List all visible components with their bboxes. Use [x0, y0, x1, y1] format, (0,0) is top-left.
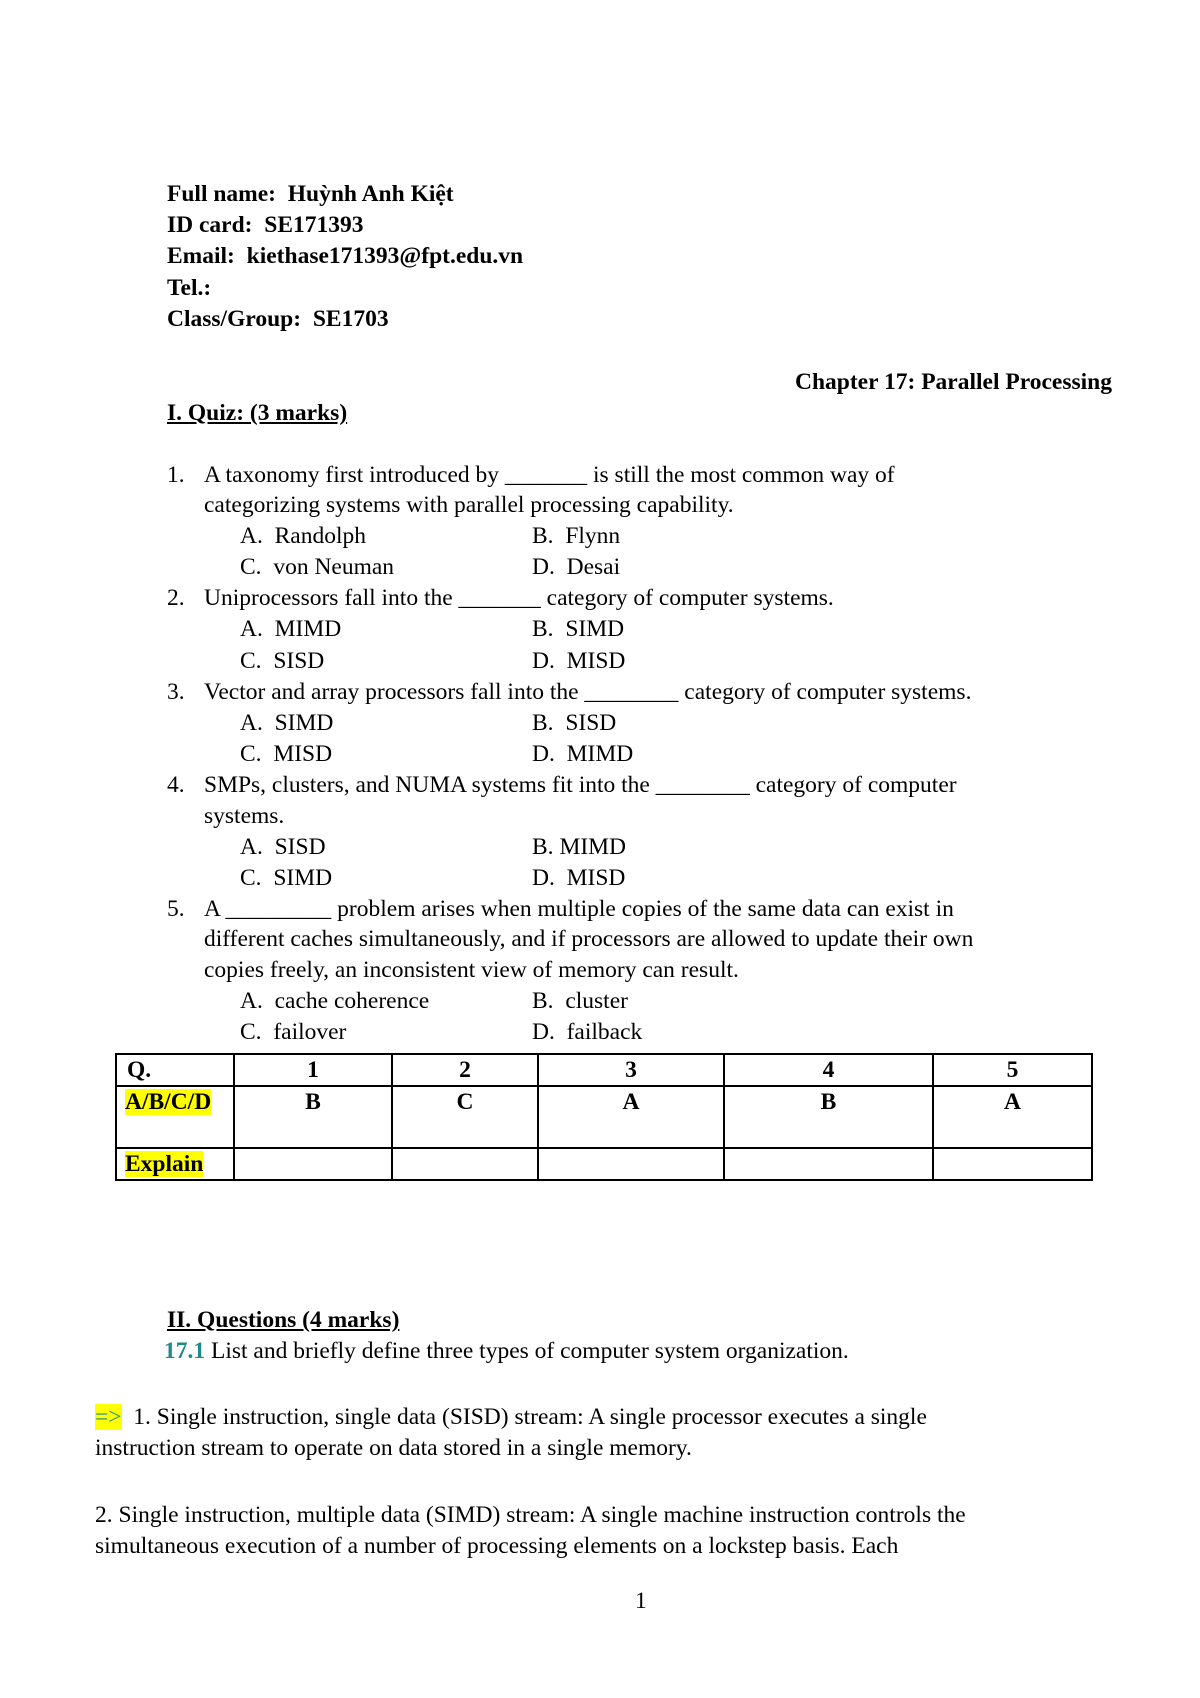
option-key: D. [532, 648, 555, 674]
question-number: 4. [167, 772, 185, 798]
chapter-title: Chapter 17: Parallel Processing [795, 369, 1112, 395]
question-text-line: Uniprocessors fall into the _______ category of computer systems. [204, 585, 834, 611]
full-name-label: Full name: [167, 181, 277, 207]
option-text: SIMD [565, 616, 625, 642]
option-d [532, 743, 633, 767]
option-d [532, 556, 620, 580]
question-text-line: A taxonomy first introduced by _______ is still the most common way of [204, 462, 895, 488]
option-text: MIMD [566, 741, 634, 767]
option-key: B. [532, 523, 554, 549]
tel-line [167, 277, 211, 301]
option-a [240, 990, 429, 1014]
answer-1-line-1 [95, 1406, 927, 1430]
question-17-1 [164, 1340, 849, 1364]
quiz-heading: I. Quiz: (3 marks) [167, 400, 348, 426]
option-b [532, 836, 626, 860]
option-text: failback [566, 1019, 643, 1045]
option-key: A. [240, 710, 263, 736]
class-value: SE1703 [312, 306, 389, 332]
option-key: B. [532, 616, 554, 642]
option-a [240, 836, 326, 860]
email-line [167, 245, 523, 269]
answer-label: A/B/C/D [125, 1089, 212, 1115]
arrow-marker: => [95, 1404, 122, 1430]
option-key: A. [240, 834, 263, 860]
option-c [240, 650, 324, 674]
explain-label: Explain [125, 1151, 204, 1177]
question-number: 5. [167, 896, 185, 922]
option-b [532, 712, 616, 736]
option-key: C. [240, 554, 262, 580]
option-text: cache coherence [274, 988, 430, 1014]
option-d [532, 650, 625, 674]
question-number: 2. [167, 585, 185, 611]
option-text: MISD [566, 865, 626, 891]
column-header: 1 [234, 1054, 392, 1086]
explain-cell [392, 1148, 538, 1180]
option-text: Flynn [565, 523, 621, 549]
option-text: cluster [565, 988, 628, 1014]
option-d [532, 1021, 642, 1045]
email-value: kiethase171393@fpt.edu.vn [246, 243, 524, 269]
answer-table [115, 1053, 1093, 1181]
answer-text-line: 1. Single instruction, single data (SISD) stream: A single processor executes a single [133, 1404, 927, 1430]
option-text: SIMD [274, 710, 334, 736]
question-text-line: categorizing systems with parallel processing capability. [204, 492, 734, 518]
option-a [240, 525, 366, 549]
answer-cell: A [933, 1086, 1092, 1148]
column-header: 3 [538, 1054, 724, 1086]
answer-label-cell [116, 1086, 234, 1148]
answer-text-line: 2. Single instruction, multiple data (SIMD) stream: A single machine instruction controls the [95, 1502, 966, 1528]
option-key: D. [532, 554, 555, 580]
option-text: SISD [273, 648, 325, 674]
option-text: SISD [274, 834, 326, 860]
option-key: C. [240, 648, 262, 674]
answer-cell: A [538, 1086, 724, 1148]
explain-cell [724, 1148, 933, 1180]
option-key: A. [240, 523, 263, 549]
option-key: B. [532, 710, 554, 736]
option-text: failover [273, 1019, 347, 1045]
column-header: 2 [392, 1054, 538, 1086]
option-text: Desai [566, 554, 621, 580]
full-name-value: Huỳnh Anh Kiệt [287, 181, 454, 207]
option-b [532, 618, 624, 642]
page-number: 1 [635, 1588, 647, 1614]
option-key: B. [532, 834, 554, 860]
option-key: C. [240, 741, 262, 767]
explain-label-cell [116, 1148, 234, 1180]
option-text: MISD [273, 741, 333, 767]
column-header: 5 [933, 1054, 1092, 1086]
question-number: 1. [167, 462, 185, 488]
question-text-line: systems. [204, 803, 285, 829]
id-card-label: ID card: [167, 212, 253, 238]
answer-cell: C [392, 1086, 538, 1148]
option-a [240, 618, 341, 642]
answer-cell: B [724, 1086, 933, 1148]
option-key: C. [240, 865, 262, 891]
option-text: von Neuman [273, 554, 395, 580]
id-card-line [167, 214, 364, 238]
class-label: Class/Group: [167, 306, 302, 332]
option-d [532, 867, 625, 891]
option-key: D. [532, 741, 555, 767]
id-card-value: SE171393 [264, 212, 364, 238]
option-a [240, 712, 333, 736]
option-text: Randolph [274, 523, 366, 549]
questions-heading: II. Questions (4 marks) [167, 1307, 400, 1333]
question-text-line: different caches simultaneously, and if processors are allowed to update their own [204, 926, 974, 952]
option-key: C. [240, 1019, 262, 1045]
table-row [116, 1148, 1092, 1180]
answer-cell: B [234, 1086, 392, 1148]
explain-cell [538, 1148, 724, 1180]
option-key: D. [532, 865, 555, 891]
option-key: D. [532, 1019, 555, 1045]
explain-cell [234, 1148, 392, 1180]
email-label: Email: [167, 243, 235, 269]
option-c [240, 1021, 346, 1045]
question-text-line: A _________ problem arises when multiple copies of the same data can exist in [204, 896, 954, 922]
question-number: 3. [167, 679, 185, 705]
table-row [116, 1054, 1092, 1086]
tel-label: Tel.: [167, 275, 212, 301]
question-text-line: SMPs, clusters, and NUMA systems fit into the ________ category of computer [204, 772, 957, 798]
class-line [167, 308, 389, 332]
option-key: A. [240, 616, 263, 642]
option-text: MISD [566, 648, 626, 674]
option-key: B. [532, 988, 554, 1014]
option-text: MIMD [274, 616, 342, 642]
q-label-cell: Q. [116, 1054, 234, 1086]
question-text: List and briefly define three types of computer system organization. [205, 1338, 849, 1364]
option-text: SIMD [273, 865, 333, 891]
table-row [116, 1086, 1092, 1148]
option-text: MIMD [559, 834, 627, 860]
full-name-line [167, 183, 454, 207]
question-number-label: 17.1 [164, 1338, 206, 1364]
option-text: SISD [565, 710, 617, 736]
option-c [240, 556, 394, 580]
answer-text-line: simultaneous execution of a number of processing elements on a lockstep basis. Each [95, 1533, 899, 1559]
option-c [240, 867, 332, 891]
option-b [532, 990, 628, 1014]
question-text-line: Vector and array processors fall into the ________ category of computer systems. [204, 679, 972, 705]
question-text-line: copies freely, an inconsistent view of memory can result. [204, 957, 739, 983]
option-c [240, 743, 332, 767]
column-header: 4 [724, 1054, 933, 1086]
explain-cell [933, 1148, 1092, 1180]
option-key: A. [240, 988, 263, 1014]
option-b [532, 525, 620, 549]
answer-text-line: instruction stream to operate on data stored in a single memory. [95, 1435, 692, 1461]
